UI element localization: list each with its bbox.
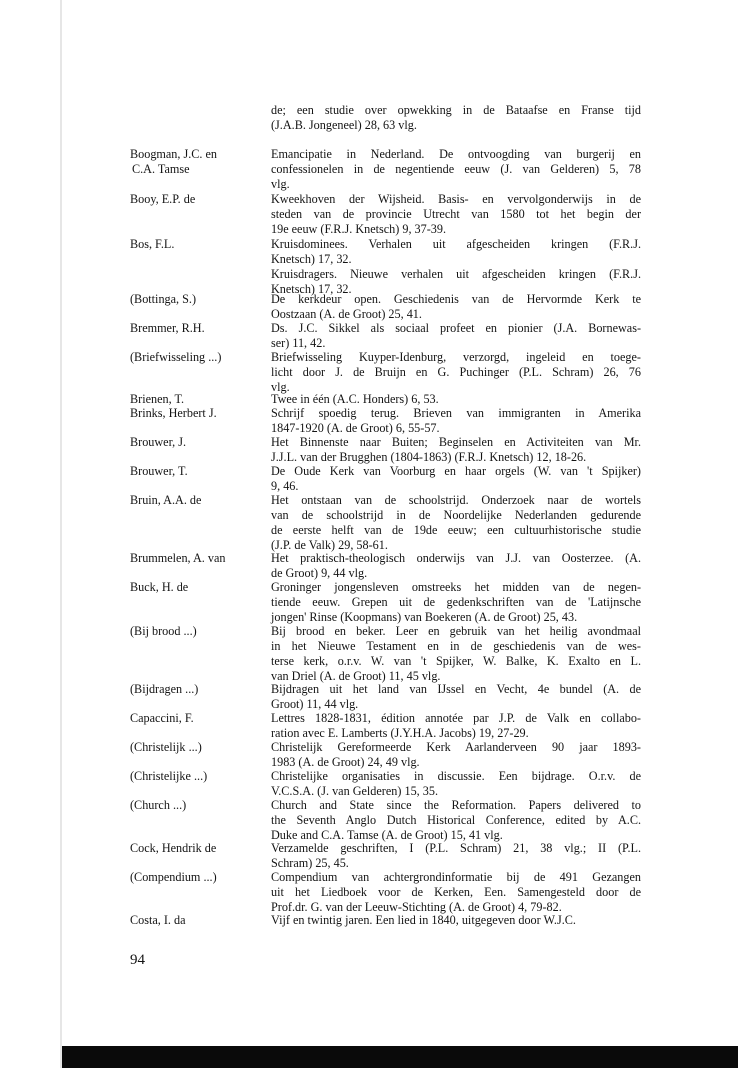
- entry-description: [271, 147, 641, 192]
- entry-author: [130, 147, 268, 177]
- entry-author-line: Bremmer, R.H.: [130, 321, 205, 335]
- entry-description-line: van Driel (A. de Groot) 11, 45 vlg.: [271, 669, 441, 683]
- entry-description-line: Schrijf spoedig terug. Brieven van immigranten in Amerika: [271, 406, 641, 420]
- entry-author-line: C.A. Tamse: [132, 162, 190, 176]
- entry-description: [271, 580, 641, 625]
- entry-description-line: confessionelen in de negentiende eeuw (J. van Gelderen) 5, 78: [271, 162, 641, 176]
- entry-author: [130, 392, 268, 407]
- entry-description-line: in het Nieuwe Testament en in de geschiedenis van de wes-: [271, 639, 641, 653]
- entry-author-line: Bruin, A.A. de: [130, 493, 202, 507]
- entry-description: [271, 321, 641, 351]
- entry-description-line: Knetsch) 17, 32.: [271, 252, 352, 266]
- entry-description: [271, 493, 641, 553]
- entry-description-line: De Oude Kerk van Voorburg en haar orgels (W. van 't Spijker): [271, 464, 641, 478]
- entry-author-line: Brinks, Herbert J.: [130, 406, 217, 420]
- entry-description-line: De kerkdeur open. Geschiedenis van de Hervormde Kerk te: [271, 292, 641, 306]
- entry-author: [130, 682, 268, 697]
- entry-description-line: Christelijke organisaties in discussie. Een bijdrage. O.r.v. de: [271, 769, 641, 783]
- entry-description-line: Schram) 25, 45.: [271, 856, 349, 870]
- entry-description-line: 19e eeuw (F.R.J. Knetsch) 9, 37-39.: [271, 222, 447, 236]
- entry-description: [271, 551, 641, 581]
- entry-author-line: Costa, I. da: [130, 913, 186, 927]
- entry-description-line: vlg.: [271, 177, 290, 191]
- entry-description-line: Briefwisseling Kuyper-Idenburg, verzorgd, ingeleid en toege-: [271, 350, 641, 364]
- entry-description-line: Prof.dr. G. van der Leeuw-Stichting (A. de Groot) 4, 79-82.: [271, 900, 562, 914]
- entry-description-line: Kruisdragers. Nieuwe verhalen uit afgescheiden kringen (F.R.J.: [271, 267, 641, 281]
- entry-author-line: (Christelijk ...): [130, 740, 202, 754]
- entry-author-line: Brouwer, T.: [130, 464, 188, 478]
- entry-description-line: ser) 11, 42.: [271, 336, 326, 350]
- entry-author-line: Boogman, J.C. en: [130, 147, 218, 161]
- entry-author: [130, 350, 268, 365]
- entry-description: [271, 798, 641, 843]
- entry-description-line: steden van de provincie Utrecht van 1580 tot het begin der: [271, 207, 641, 221]
- entry-description-line: J.J.L. van der Brugghen (1804-1863) (F.R.J. Knetsch) 12, 18-26.: [271, 450, 587, 464]
- entry-author: [130, 580, 268, 595]
- entry-description-line: Christelijk Gereformeerde Kerk Aarlanderveen 90 jaar 1893-: [271, 740, 641, 754]
- entry-description: [271, 435, 641, 465]
- entry-description-line: 1983 (A. de Groot) 24, 49 vlg.: [271, 755, 420, 769]
- entry-description: [271, 870, 641, 915]
- entry-description-line: Kruisdominees. Verhalen uit afgescheiden kringen (F.R.J.: [271, 237, 641, 251]
- entry-description-line: vlg.: [271, 380, 290, 394]
- entry-author: [130, 435, 268, 450]
- entry-description: [271, 740, 641, 770]
- entry-author-line: Cock, Hendrik de: [130, 841, 217, 855]
- entry-description-line: Bijdragen uit het land van IJssel en Vecht, 4e bundel (A. de: [271, 682, 641, 696]
- entry-description-line: 1847-1920 (A. de Groot) 6, 55-57.: [271, 421, 440, 435]
- entry-author: [130, 740, 268, 755]
- entry-description-line: de Groot) 9, 44 vlg.: [271, 566, 368, 580]
- entry-description-line: Groninger jongensleven omstreeks het midden van de negen-: [271, 580, 641, 594]
- entry-author: [130, 798, 268, 813]
- entry-description-line: Groot) 11, 44 vlg.: [271, 697, 359, 711]
- entry-description-line: ration avec E. Lamberts (J.Y.H.A. Jacobs) 19, 27-29.: [271, 726, 529, 740]
- entry-author-line: Buck, H. de: [130, 580, 189, 594]
- entry-description-line: Het ontstaan van de schoolstrijd. Onderzoek naar de wortels: [271, 493, 641, 507]
- entry-description: [271, 682, 641, 712]
- entry-description-line: Bij brood en beker. Leer en gebruik van het heilig avondmaal: [271, 624, 641, 638]
- entry-description-line: Ds. J.C. Sikkel als sociaal profeet en pionier (J.A. Bornewas-: [271, 321, 641, 335]
- entry-author: [130, 913, 268, 928]
- entry-description: [271, 841, 641, 871]
- entry-author-line: Brienen, T.: [130, 392, 185, 406]
- entry-description-line: Oostzaan (A. de Groot) 25, 41.: [271, 307, 422, 321]
- entry-author-line: Capaccini, F.: [130, 711, 194, 725]
- entry-description-line: uit het Liedboek voor de Kerken, Een. Samengesteld door de: [271, 885, 641, 899]
- entry-description-line: V.C.S.A. (J. van Gelderen) 15, 35.: [271, 784, 438, 798]
- scan-bottom-edge: [62, 1046, 738, 1068]
- entry-description-line: Verzamelde geschriften, I (P.L. Schram) 21, 38 vlg.; II (P.L.: [271, 841, 641, 855]
- entry-author-line: (Bottinga, S.): [130, 292, 197, 306]
- entry-author: [130, 551, 268, 566]
- entry-description-line: licht door J. de Bruijn en G. Puchinger (P.L. Schram) 26, 76: [271, 365, 641, 379]
- entry-description-line: the Seventh Anglo Dutch Historical Conference, edited by A.C.: [271, 813, 641, 827]
- entry-description: [271, 406, 641, 436]
- entry-author-line: Booy, E.P. de: [130, 192, 196, 206]
- entry-author: [130, 237, 268, 252]
- entry-author: [130, 870, 268, 885]
- entry-author: [130, 464, 268, 479]
- entry-description-line: Emancipatie in Nederland. De ontvoogding van burgerij en: [271, 147, 641, 161]
- entry-description-line: (J.A.B. Jongeneel) 28, 63 vlg.: [271, 118, 417, 132]
- entry-author: [130, 624, 268, 639]
- entry-description: [271, 292, 641, 322]
- entry-description-line: Church and State since the Reformation. Papers delivered to: [271, 798, 641, 812]
- entry-description: [271, 913, 641, 928]
- entry-description: [271, 769, 641, 799]
- entry-author-line: Bos, F.L.: [130, 237, 175, 251]
- entry-description: [271, 237, 641, 297]
- entry-description-line: de eerste helft van de 19de eeuw; een cultuurhistorische studie: [271, 523, 641, 537]
- entry-description-line: Knetsch) 17, 32.: [271, 282, 352, 296]
- entry-author-line: (Christelijke ...): [130, 769, 208, 783]
- entry-description-line: Twee in één (A.C. Honders) 6, 53.: [271, 392, 439, 406]
- entry-description: [271, 103, 641, 133]
- entry-description-line: Duke and C.A. Tamse (A. de Groot) 15, 41 vlg.: [271, 828, 503, 842]
- entry-author-line: (Church ...): [130, 798, 187, 812]
- entry-description: [271, 624, 641, 684]
- entry-description-line: Het praktisch-theologisch onderwijs van J.J. van Oosterzee. (A.: [271, 551, 641, 565]
- entry-description-line: terse kerk, o.r.v. W. van 't Spijker, W. Balke, K. Exalto en L.: [271, 654, 641, 668]
- entry-author: [130, 292, 268, 307]
- entry-description: [271, 464, 641, 494]
- entry-author: [130, 192, 268, 207]
- entry-description: [271, 392, 641, 407]
- entry-description-line: de; een studie over opwekking in de Bataafse en Franse tijd: [271, 103, 641, 117]
- page-number: 94: [130, 952, 145, 968]
- entry-author-line: (Bij brood ...): [130, 624, 197, 638]
- entry-author: [130, 711, 268, 726]
- entry-author: [130, 321, 268, 336]
- entry-description: [271, 192, 641, 237]
- entry-description-line: Vijf en twintig jaren. Een lied in 1840, uitgegeven door W.J.C.: [271, 913, 576, 927]
- entry-description-line: jongen' Rinse (Koopmans) van Boekeren (A. de Groot) 25, 43.: [271, 610, 578, 624]
- entry-description-line: (J.P. de Valk) 29, 58-61.: [271, 538, 388, 552]
- entry-description-line: tiende eeuw. Grepen uit de gedenkschriften van de 'Latijnsche: [271, 595, 641, 609]
- entry-author: [130, 841, 268, 856]
- entry-description-line: 9, 46.: [271, 479, 299, 493]
- entry-author-line: (Briefwisseling ...): [130, 350, 222, 364]
- entry-description-line: Het Binnenste naar Buiten; Beginselen en Activiteiten van Mr.: [271, 435, 641, 449]
- entry-author-line: (Bijdragen ...): [130, 682, 199, 696]
- entry-description-line: van de schoolstrijd in de Noordelijke Nederlanden gedurende: [271, 508, 641, 522]
- entry-description-line: Lettres 1828-1831, édition annotée par J.P. de Valk en collabo-: [271, 711, 641, 725]
- entry-description-line: Compendium van achtergrondinformatie bij de 491 Gezangen: [271, 870, 641, 884]
- entry-author: [130, 493, 268, 508]
- entry-author-line: Brummelen, A. van: [130, 551, 226, 565]
- entry-author: [130, 406, 268, 421]
- entry-description-line: Kweekhoven der Wijsheid. Basis- en vervolgonderwijs in de: [271, 192, 641, 206]
- entry-author-line: (Compendium ...): [130, 870, 217, 884]
- entry-author-line: Brouwer, J.: [130, 435, 187, 449]
- entry-description: [271, 711, 641, 741]
- entry-description: [271, 350, 641, 395]
- entry-author: [130, 769, 268, 784]
- page-left-edge: [60, 0, 62, 1068]
